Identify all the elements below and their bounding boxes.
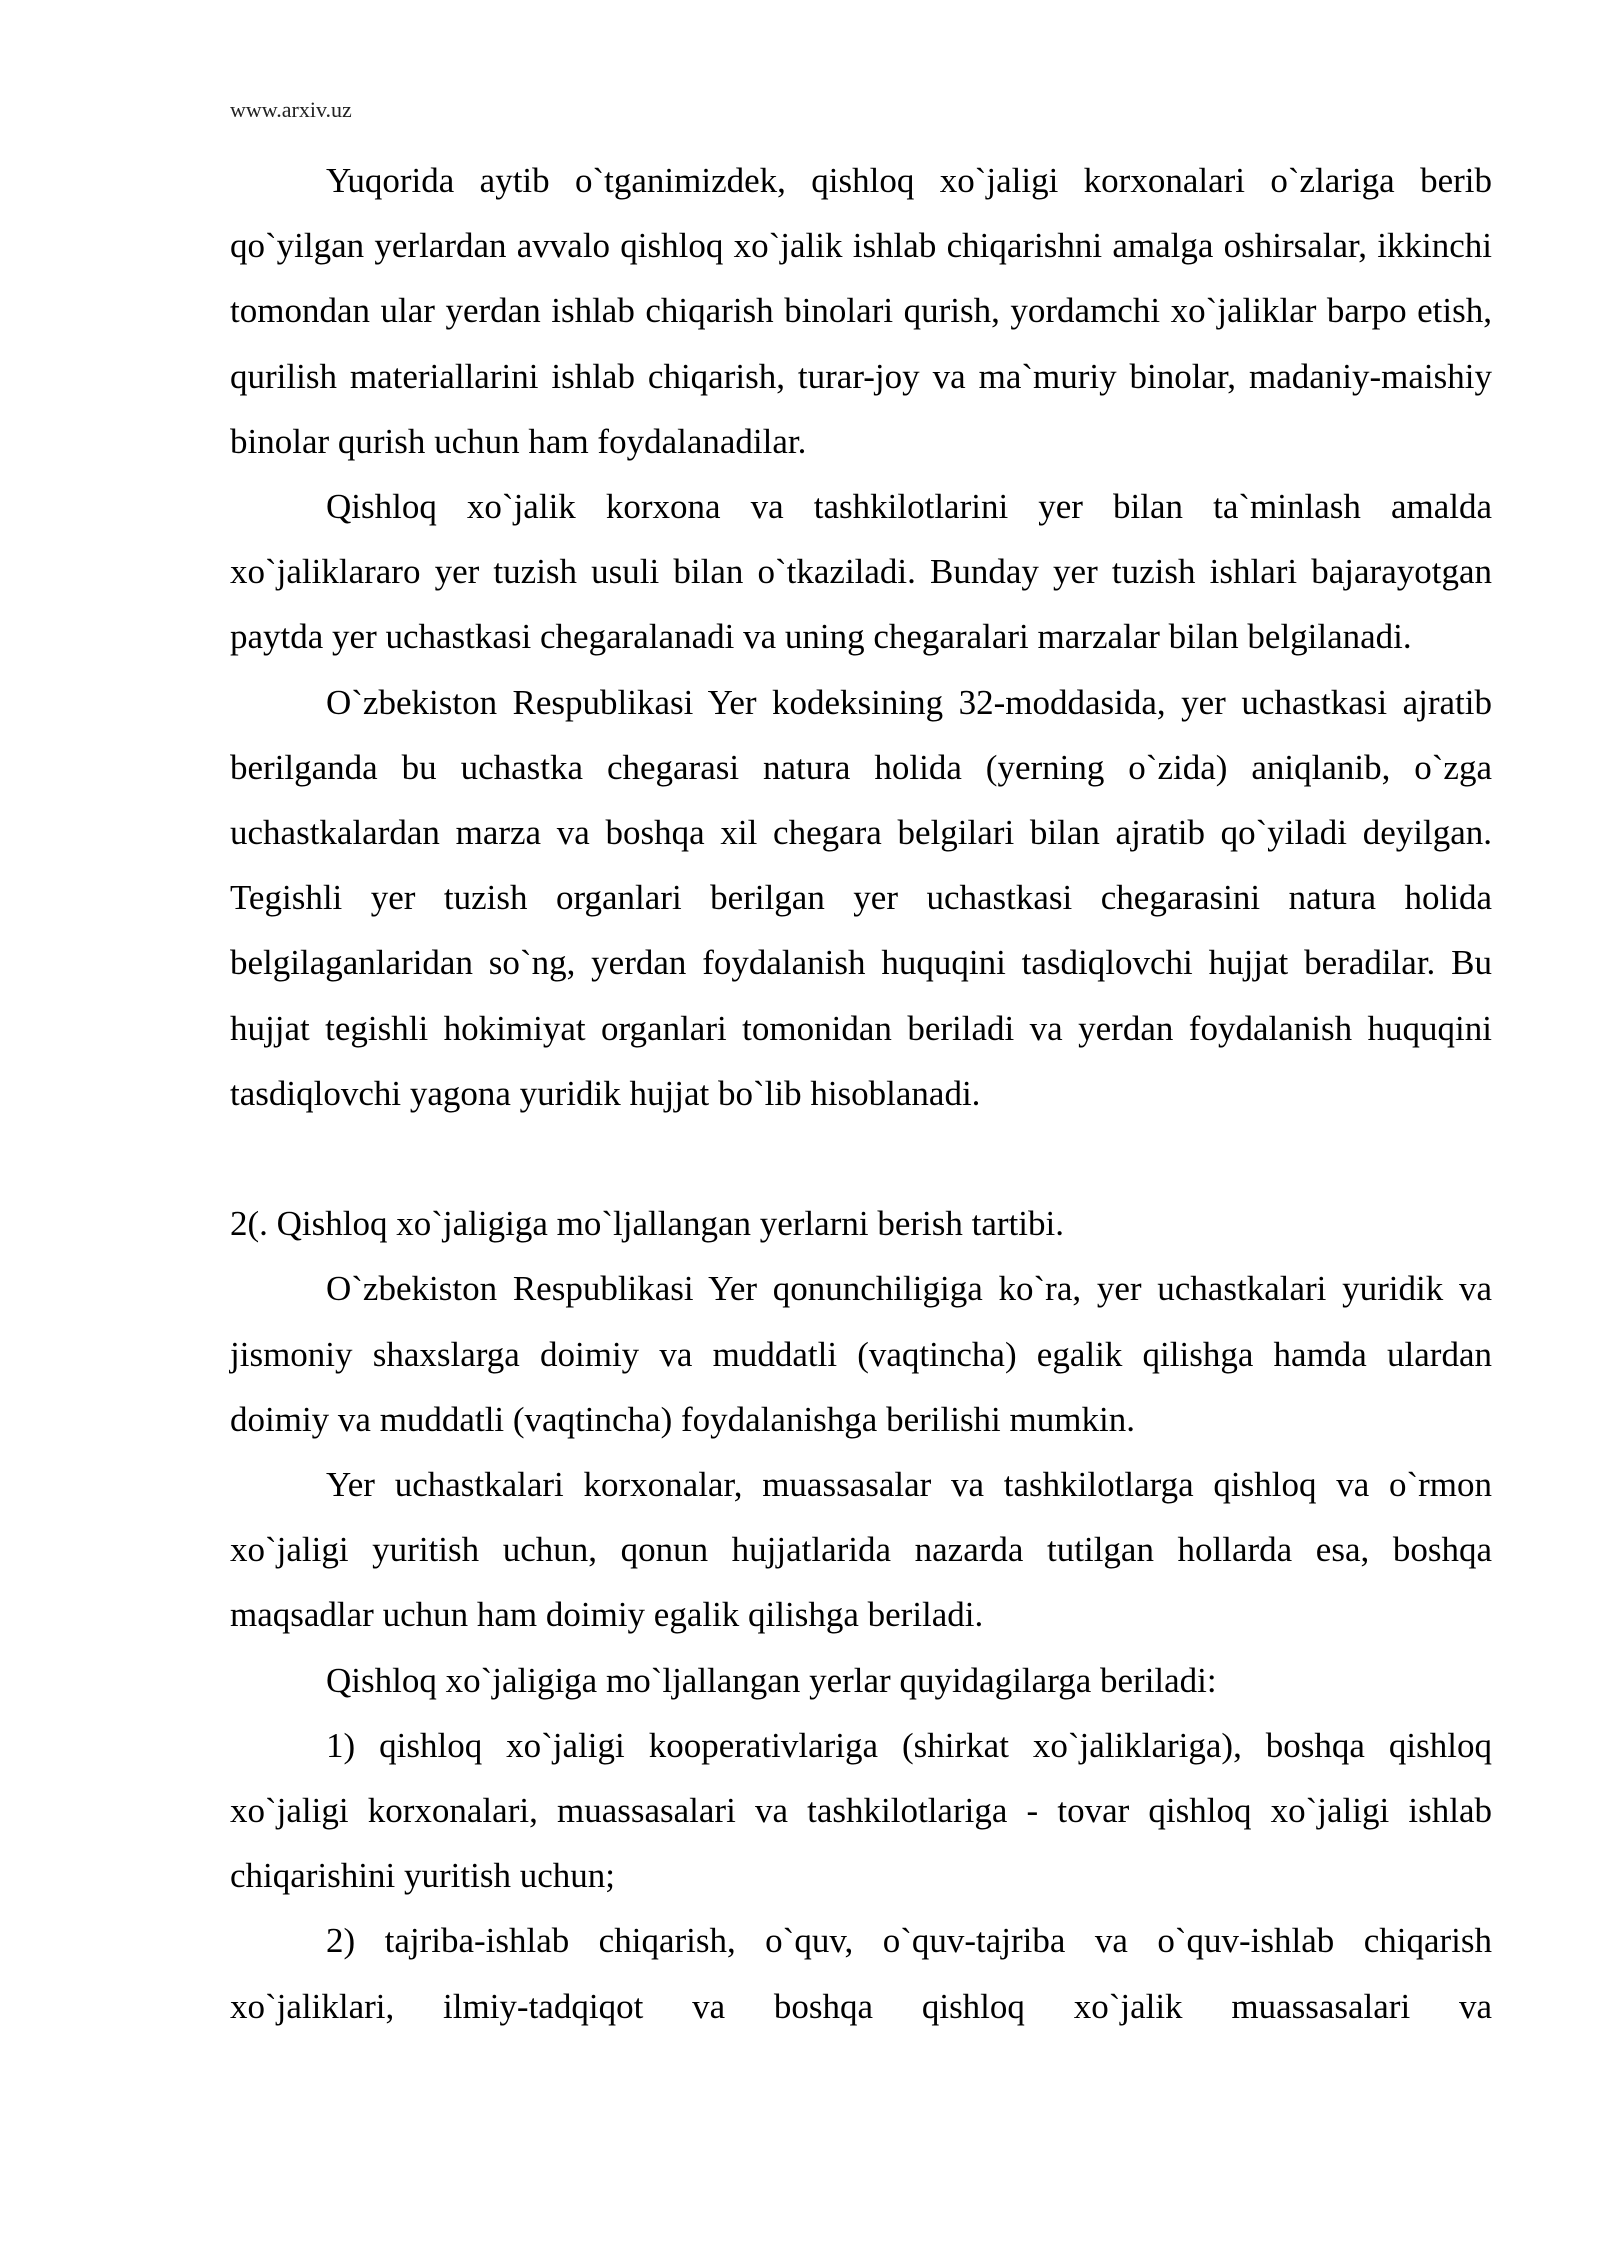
paragraph: 1) qishloq xo`jaligi kooperativlariga (shirkat xo`jaliklariga), boshqa qishloq xo`jaligi korxonalari, muassasalari va tashkilotlariga - tovar qishloq xo`jaligi ishlab chiqarishini yuritish uchun; — [230, 1725, 1492, 1896]
paragraph: Qishloq xo`jalik korxona va tashkilotlarini yer bilan ta`minlash amalda xo`jaliklararo yer tuzish usuli bilan o`tkaziladi. Bunday yer tuzish ishlari bajarayotgan paytda yer uchastkasi chegaralanadi va uning chegaralari marzalar bilan belgilanadi. — [230, 487, 1492, 657]
page-header-site: www.arxiv.uz — [230, 97, 352, 122]
paragraph: Yer uchastkalari korxonalar, muassasalar va tashkilotlarga qishloq va o`rmon xo`jaligi yuritish uchun, qonun hujjatlarida nazarda tutilgan hollarda esa, boshqa maqsadlar uchun ham doimiy egalik qilishga beriladi. — [230, 1465, 1492, 1635]
document-body — [230, 148, 1492, 2039]
paragraph: Yuqorida aytib o`tganimizdek, qishloq xo`jaligi korxonalari o`zlariga berib qo`yilgan yerlardan avvalo qishloq xo`jalik ishlab chiqarishni amalga oshirsalar, ikkinchi tomondan ular yerdan ishlab chiqarish binolari qurish, yordamchi xo`jaliklar barpo etish, qurilish materiallarini ishlab chiqarish, turar-joy va ma`muriy binolar, madaniy-maishiy binolar qurish uchun ham foydalanadilar. — [230, 161, 1492, 461]
section-heading: 2(. Qishloq xo`jaligiga mo`ljallangan yerlarni berish tartibi. — [230, 1204, 1064, 1244]
paragraph: 2) tajriba-ishlab chiqarish, o`quv, o`quv-tajriba va o`quv-ishlab chiqarish xo`jaliklari, ilmiy-tadqiqot va boshqa qishloq xo`jalik muassasalari va — [230, 1921, 1492, 2026]
paragraph: O`zbekiston Respublikasi Yer kodeksining 32-moddasida, yer uchastkasi ajratib berilganda bu uchastka chegarasi natura holida (yerning o`zida) aniqlanib, o`zga uchastkalardan marza va boshqa xil chegara belgilari bilan ajratib qo`yiladi deyilgan. Tegishli yer tuzish organlari berilgan yer uchastkasi chegarasini natura holida belgilaganlaridan so`ng, yerdan foydalanish huquqini tasdiqlovchi hujjat beradilar. Bu hujjat tegishli hokimiyat organlari tomonidan beriladi va yerdan foydalanish huquqini tasdiqlovchi yagona yuridik hujjat bo`lib hisoblanadi. — [230, 682, 1492, 1113]
paragraph: O`zbekiston Respublikasi Yer qonunchiligiga ko`ra, yer uchastkalari yuridik va jismoniy shaxslarga doimiy va muddatli (vaqtincha) egalik qilishga hamda ulardan doimiy va muddatli (vaqtincha) foydalanishga berilishi mumkin. — [230, 1269, 1492, 1439]
paragraph: Qishloq xo`jaligiga mo`ljallangan yerlar quyidagilarga beriladi: — [326, 1660, 1217, 1700]
